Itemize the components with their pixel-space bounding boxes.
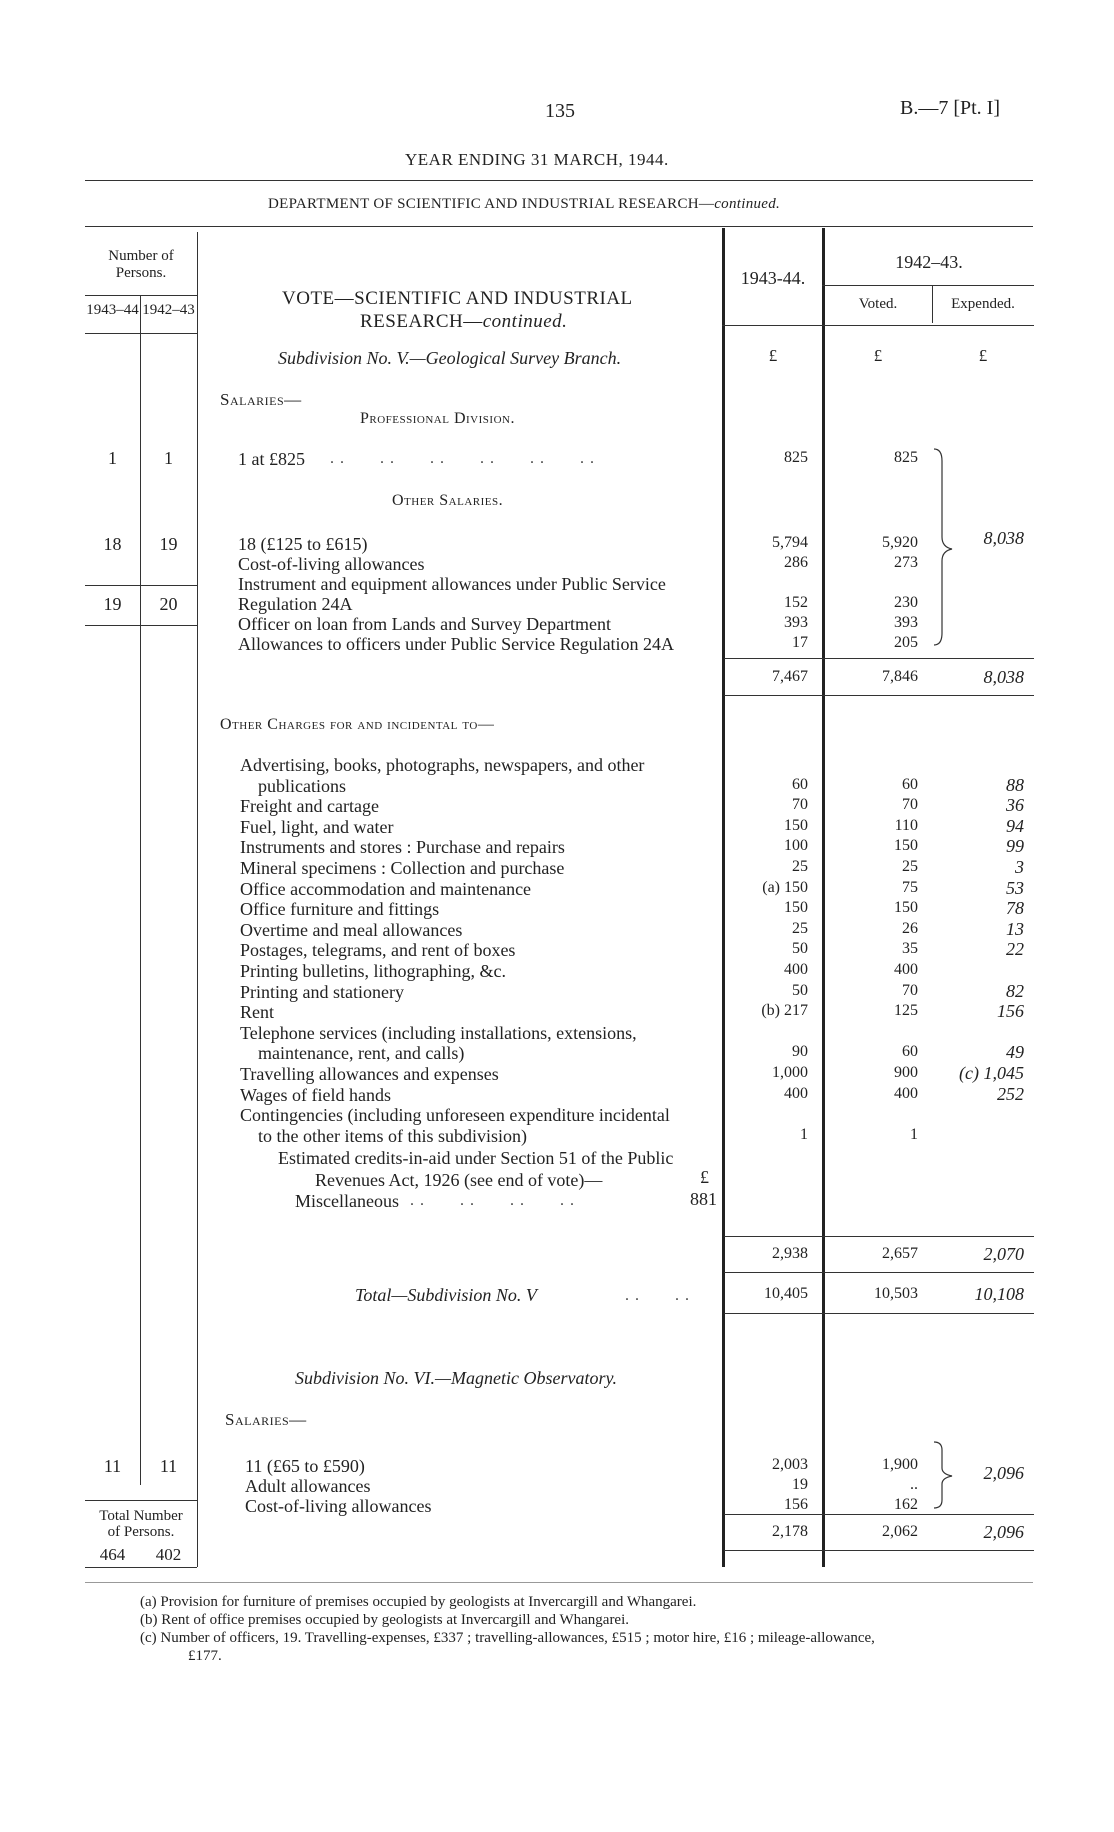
- sub6-amount-1943: 156: [784, 1496, 808, 1513]
- footnote-c: (c) Number of officers, 19. Travelling-expenses, £337 ; travelling-allowances, £515 ; motor hire, £16 ; mileage-allowance,: [140, 1630, 875, 1646]
- vote-title-line-1: VOTE—SCIENTIFIC AND INDUSTRIAL: [282, 288, 633, 309]
- charges-total-expended: 2,070: [983, 1244, 1024, 1264]
- vote-title-line-2: RESEARCH—continued.: [360, 311, 568, 332]
- subdivision-vi-title: Subdivision No. VI.—Magnetic Observatory.: [295, 1368, 617, 1388]
- credits-misc-label: Miscellaneous: [295, 1191, 399, 1211]
- charge-amount-voted: 900: [894, 1064, 918, 1081]
- sub6-total-bottom-rule: [724, 1550, 1034, 1551]
- subdivision-v-total-1943: 10,405: [764, 1285, 808, 1302]
- pound-sign-voted: £: [873, 346, 883, 365]
- sub6-expended-total: 2,096: [983, 1463, 1024, 1483]
- year-header-rule: [822, 285, 1034, 286]
- sub6-row-label: Cost-of-living allowances: [245, 1496, 432, 1516]
- credits-misc-value: 881: [690, 1189, 717, 1209]
- sub6-row-label: 11 (£65 to £590): [245, 1456, 365, 1476]
- amount-voted: 205: [894, 634, 918, 651]
- charge-row-label: Mineral specimens : Collection and purchase: [240, 858, 565, 878]
- col-1943-44: 1943-44.: [740, 268, 806, 288]
- charge-row-label: Travelling allowances and expenses: [240, 1064, 499, 1084]
- charge-row-label: Fuel, light, and water: [240, 816, 394, 837]
- persons-col-1942: 1942–43: [142, 302, 195, 318]
- charge-amount-1943: 25: [792, 919, 808, 937]
- department-title: DEPARTMENT OF SCIENTIFIC AND INDUSTRIAL RESEARCH—continued.: [268, 196, 781, 212]
- charge-amount-1943: 50: [792, 981, 808, 999]
- persons-header-rule: [85, 295, 197, 296]
- credits-line-2: Revenues Act, 1926 (see end of vote)—: [315, 1170, 603, 1190]
- charge-amount-1943: 1,000: [772, 1064, 808, 1081]
- sub6-persons-rule: [85, 1500, 197, 1501]
- department-rule: [85, 226, 1033, 227]
- other-charges-heading: Other Charges for and incidental to—: [220, 716, 495, 733]
- col-voted: Voted.: [858, 296, 898, 312]
- number-of-persons-heading: Number of Persons.: [108, 248, 174, 281]
- charge-amount-expended: 88: [1006, 774, 1024, 795]
- charge-row-label: Advertising, books, photographs, newspapers, and other: [240, 755, 645, 775]
- salary-row-label: Allowances to officers under Public Service Regulation 24A: [238, 634, 675, 654]
- charge-amount-1943: 150: [784, 899, 808, 917]
- sub6-persons-1943: 11: [103, 1456, 122, 1476]
- charge-row-label: Wages of field hands: [240, 1084, 392, 1105]
- persons-1942: 20: [159, 594, 178, 614]
- charges-total-voted: 2,657: [882, 1245, 918, 1262]
- persons-1943-professional: 1: [108, 448, 117, 468]
- salaries-total-expended: 8,038: [983, 667, 1024, 687]
- salary-row-label: Instrument and equipment allowances under Public Service: [238, 574, 666, 594]
- professional-division-heading: Professional Division.: [360, 410, 515, 427]
- amount-1943: 5,794: [772, 534, 808, 551]
- total-persons-label-2: of Persons.: [107, 1524, 175, 1540]
- charge-amount-expended: 82: [1006, 980, 1024, 1001]
- subdivision-v-title: Subdivision No. V.—Geological Survey Branch.: [278, 348, 622, 368]
- persons-1942-professional: 1: [164, 448, 173, 468]
- charge-amount-expended: 53: [1006, 877, 1024, 898]
- charge-row-label: publications: [258, 775, 346, 796]
- charge-amount-1943: (a) 150: [762, 878, 808, 896]
- sub6-row-label: Adult allowances: [245, 1476, 371, 1496]
- sub6-amount-1943: 19: [792, 1476, 808, 1493]
- charge-amount-expended: 13: [1006, 918, 1024, 939]
- sub6-amount-1943: 2,003: [772, 1456, 808, 1473]
- salary-row-label: Regulation 24A: [238, 594, 353, 614]
- persons-col-divider: [140, 295, 141, 1485]
- amount-voted: 5,920: [882, 534, 918, 551]
- salary-row-label: Cost-of-living allowances: [238, 554, 425, 574]
- persons-rule: [85, 585, 197, 586]
- amount-header-rule: [722, 325, 1034, 326]
- footnote-c-continued: £177.: [188, 1648, 222, 1664]
- charge-amount-expended: 49: [1006, 1042, 1024, 1063]
- charge-amount-voted: 70: [902, 796, 918, 814]
- amount-1943: 286: [784, 554, 808, 571]
- amount-voted: 393: [894, 614, 918, 631]
- charge-amount-voted: 60: [902, 1043, 918, 1061]
- leader-dots: .. ..: [625, 1287, 695, 1304]
- persons-1943: 18: [103, 534, 122, 554]
- amount-col-divider: [722, 228, 725, 1567]
- charge-amount-voted: 75: [902, 878, 918, 896]
- charge-amount-1943: 1: [800, 1125, 808, 1143]
- salaries-total-1943: 7,467: [772, 668, 808, 685]
- sub6-total-1943: 2,178: [772, 1523, 808, 1540]
- persons-col-1943: 1943–44: [86, 302, 139, 318]
- charge-row-label: Office accommodation and maintenance: [240, 878, 532, 899]
- col-expended: Expended.: [951, 296, 1015, 312]
- charge-row-label: Rent: [240, 1002, 274, 1023]
- charge-amount-1943: 25: [792, 858, 808, 875]
- charge-row-label: Telephone services (including installations, extensions,: [240, 1022, 637, 1043]
- persons-col-right: [197, 232, 198, 1567]
- amount-1943-professional: 825: [784, 449, 808, 466]
- subdivision-v-total-label: Total—Subdivision No. V: [355, 1285, 537, 1305]
- charges-total-rule: [724, 1236, 1034, 1237]
- credits-pound: £: [700, 1167, 709, 1187]
- amount-1943: 17: [792, 634, 808, 651]
- amount-col-divider-2: [822, 228, 825, 1567]
- charge-amount-expended: 156: [997, 1001, 1024, 1022]
- document-reference: B.—7 [Pt. I]: [900, 97, 1000, 119]
- subdivision-v-total-voted: 10,503: [874, 1285, 918, 1302]
- salaries-total-rule-bottom: [724, 695, 1034, 696]
- sub6-amount-voted: ..: [910, 1476, 918, 1493]
- amount-1943: 393: [784, 614, 808, 631]
- persons-1942: 19: [159, 534, 178, 554]
- leader-dots: .. .. .. .. .. ..: [330, 450, 600, 467]
- subdivision-v-total-expended: 10,108: [974, 1284, 1024, 1304]
- charge-amount-voted: 400: [894, 961, 918, 978]
- subdivision-total-rule: [724, 1272, 1034, 1273]
- year-title: YEAR ENDING 31 MARCH, 1944.: [405, 150, 669, 169]
- persons-bottom-rule: [85, 1567, 197, 1568]
- charge-row-label: maintenance, rent, and calls): [258, 1043, 465, 1064]
- sub6-persons-1942: 11: [159, 1456, 178, 1476]
- charge-amount-voted: 26: [902, 919, 918, 937]
- total-persons-label-1: Total Number: [99, 1508, 183, 1524]
- sub6-total-rule: [724, 1514, 1034, 1515]
- page-number: 135: [545, 100, 575, 122]
- header-rule: [85, 180, 1033, 181]
- persons-header-rule-2: [85, 333, 197, 334]
- charge-amount-expended: 36: [1006, 795, 1024, 816]
- leader-dots: .. .. .. ..: [410, 1192, 580, 1209]
- charge-amount-voted: 150: [894, 899, 918, 917]
- subdivision-v-total-bottom-rule: [724, 1313, 1034, 1314]
- footnote-a: (a) Provision for furniture of premises occupied by geologists at Invercargill and Whangarei.: [140, 1594, 697, 1610]
- salaries-expended-total: 8,038: [983, 528, 1024, 548]
- charge-amount-1943: 400: [784, 1084, 808, 1102]
- total-persons-1943: 464: [99, 1545, 126, 1564]
- sub6-amount-voted: 1,900: [882, 1456, 918, 1473]
- charge-row-label: Printing bulletins, lithographing, &c.: [240, 961, 506, 981]
- professional-row-label: 1 at £825: [238, 449, 305, 469]
- total-persons-1942: 402: [155, 1545, 182, 1564]
- amount-1943: 152: [784, 594, 808, 611]
- charge-amount-1943: 60: [792, 775, 808, 793]
- sub6-total-expended: 2,096: [983, 1522, 1024, 1542]
- charge-row-label: Postages, telegrams, and rent of boxes: [240, 940, 516, 961]
- persons-rule: [85, 625, 197, 626]
- charges-total-1943: 2,938: [772, 1245, 808, 1262]
- charge-amount-1943: 90: [792, 1043, 808, 1061]
- salary-row-label: Officer on loan from Lands and Survey Department: [238, 614, 612, 634]
- charge-row-label: Overtime and meal allowances: [240, 919, 463, 940]
- pound-sign-1943: £: [768, 346, 778, 365]
- charge-amount-expended: 252: [997, 1083, 1024, 1104]
- credits-line-1: Estimated credits-in-aid under Section 51 of the Public: [278, 1148, 674, 1168]
- pound-sign-expended: £: [978, 346, 988, 365]
- charge-row-label: Freight and cartage: [240, 796, 379, 817]
- sub6-salaries-heading: Salaries—: [225, 1410, 307, 1429]
- amount-voted: 273: [894, 554, 918, 571]
- charge-row-label: Printing and stationery: [240, 981, 404, 1002]
- charge-amount-voted: 35: [902, 940, 918, 958]
- charge-amount-voted: 400: [894, 1084, 918, 1102]
- sub6-amount-voted: 162: [894, 1496, 918, 1513]
- salaries-total-rule: [724, 658, 1034, 659]
- other-salaries-heading: Other Salaries.: [392, 492, 504, 509]
- salary-row-label: 18 (£125 to £615): [238, 534, 368, 554]
- sub6-total-voted: 2,062: [882, 1523, 918, 1540]
- amount-voted: 230: [894, 594, 918, 611]
- charge-amount-1943: (b) 217: [761, 1002, 808, 1020]
- charge-amount-1943: 400: [784, 961, 808, 978]
- charge-amount-voted: 25: [902, 858, 918, 875]
- charge-amount-1943: 100: [784, 837, 808, 855]
- charge-row-label: Office furniture and fittings: [240, 899, 440, 920]
- footnote-rule: [85, 1582, 1033, 1583]
- col-1942-43: 1942–43.: [895, 252, 963, 272]
- salaries-total-voted: 7,846: [882, 668, 918, 685]
- footnote-b: (b) Rent of office premises occupied by geologists at Invercargill and Whangarei.: [140, 1612, 630, 1628]
- charge-row-label: to the other items of this subdivision): [258, 1125, 527, 1146]
- charge-amount-voted: 1: [910, 1125, 918, 1143]
- charge-amount-1943: 50: [792, 940, 808, 958]
- persons-1943: 19: [103, 594, 122, 614]
- charge-amount-1943: 150: [784, 816, 808, 834]
- charge-amount-1943: 70: [792, 796, 808, 814]
- charge-row-label: Contingencies (including unforeseen expenditure incidental: [240, 1105, 670, 1126]
- charge-amount-expended: 22: [1006, 939, 1024, 960]
- charge-row-label: Instruments and stores : Purchase and repairs: [240, 837, 565, 858]
- charge-amount-voted: 125: [894, 1002, 918, 1020]
- salaries-heading: Salaries—: [220, 390, 302, 409]
- charge-amount-expended: 78: [1006, 898, 1024, 919]
- charge-amount-expended: (c) 1,045: [959, 1063, 1024, 1083]
- charge-amount-expended: 99: [1006, 836, 1024, 857]
- charge-amount-expended: 3: [1015, 857, 1024, 877]
- charge-amount-voted: 150: [894, 837, 918, 855]
- charge-amount-voted: 70: [902, 981, 918, 999]
- charge-amount-expended: 94: [1006, 815, 1024, 836]
- charge-amount-voted: 60: [902, 775, 918, 793]
- amount-voted-professional: 825: [894, 449, 918, 466]
- charge-amount-voted: 110: [894, 816, 918, 834]
